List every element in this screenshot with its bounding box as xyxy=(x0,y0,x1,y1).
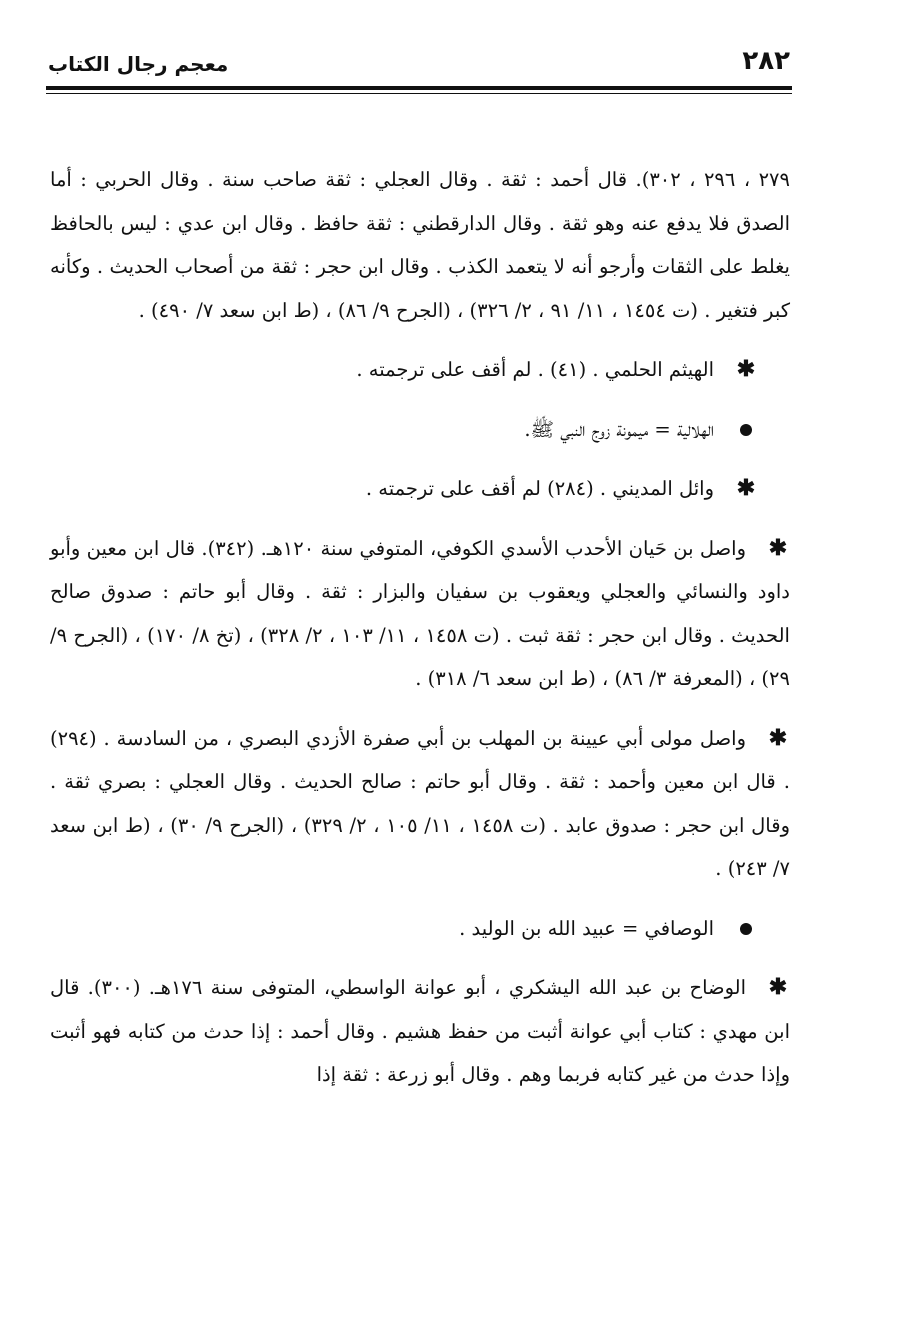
page-header xyxy=(48,44,790,84)
page-number: ٢٨٢ xyxy=(742,46,790,76)
star-icon: ✱ xyxy=(768,974,788,1000)
star-icon: ✱ xyxy=(768,534,788,561)
running-title: معجم رجال الكتاب xyxy=(48,52,229,76)
entry-wail xyxy=(50,467,790,511)
entry-text: الوصافي = عبيد الله بن الوليد . xyxy=(459,916,714,940)
star-icon: ✱ xyxy=(736,356,756,382)
entry-wasil-hayyan xyxy=(50,527,790,701)
header-rule-thick xyxy=(46,86,792,90)
entry-hilaliyya xyxy=(50,408,790,452)
star-icon: ✱ xyxy=(736,475,756,501)
entry-waddah xyxy=(50,966,790,1097)
paragraph-continuation: ٢٧٩ ، ٢٩٦ ، ٣٠٢). قال أحمد : ثقة . وقال العجلي : ثقة صاحب سنة . وقال الحربي : أما الصدق فلا يدفع عنه وهو ثقة . وقال الدارقطني : ثقة حافظ . وقال ابن عدي : ليس بالحافظ يغلط على الثقات وأرجو أنه لا يتعمد الكذب . وقال ابن حجر : ثقة من أصحاب الحديث . وكأنه كبر فتغير . (ت ١٤٥٤ ، ١١/ ٩١ ، ٢/ ٣٢٦) ، (الجرح ٩/ ٨٦) ، (ط ابن سعد ٧/ ٤٩٠) . xyxy=(50,168,790,322)
entry-wassafi xyxy=(50,907,790,951)
entry-wasil-mawla xyxy=(50,717,790,891)
entry-haytham xyxy=(50,348,790,392)
entry-text: وائل المديني . (٢٨٤) لم أقف على ترجمته . xyxy=(365,477,714,500)
bullet-dot-icon xyxy=(740,424,752,436)
entry-text: واصل مولى أبي عيينة بن المهلب بن أبي صفرة الأزدي البصري ، من السادسة . (٢٩٤) . قال ابن معين وأحمد : ثقة . وقال أبو حاتم : صالح الحديث . وقال العجلي : بصري ثقة . وقال ابن حجر : صدوق عابد . (ت ١٤٥٨ ، ١١/ ١٠٥ ، ٢/ ٣٢٩) ، (الجرح ٩/ ٣٠) ، (ط ابن سعد ٧/ ٢٤٣) . xyxy=(50,726,790,880)
star-icon: ✱ xyxy=(768,724,788,751)
header-rule-thin xyxy=(46,93,792,94)
entry-text: الهلالية = ميمونة زوج النبي ﷺ. xyxy=(524,417,714,441)
entry-text: الهيثم الحلمي . (٤١) . لم أقف على ترجمته . xyxy=(356,358,714,381)
entry-text: واصل بن حَيان الأحدب الأسدي الكوفي، المتوفي سنة ١٢٠هـ. (٣٤٢). قال ابن معين وأبو داود والنسائي والعجلي ويعقوب بن سفيان والبزار : ثقة . وقال أبو حاتم : صدوق صالح الحديث . وقال ابن حجر : ثقة ثبت . (ت ١٤٥٨ ، ١١/ ١٠٣ ، ٢/ ٣٢٨) ، (تخ ٨/ ١٧٠) ، (الجرح ٩/ ٢٩) ، (المعرفة ٣/ ٨٦) ، (ط ابن سعد ٦/ ٣١٨) . xyxy=(50,536,790,690)
bullet-dot-icon xyxy=(740,923,752,935)
main-text xyxy=(50,158,790,1097)
entry-text: الوضاح بن عبد الله اليشكري ، أبو عوانة الواسطي، المتوفى سنة ١٧٦هـ. (٣٠٠). قال ابن مهدي : كتاب أبي عوانة أثبت من حفظ هشيم . وقال أحمد : إذا حدث من كتابه فهو أثبت وإذا حدث من غير كتابه فربما وهم . وقال أبو زرعة : ثقة إذا xyxy=(50,976,790,1086)
